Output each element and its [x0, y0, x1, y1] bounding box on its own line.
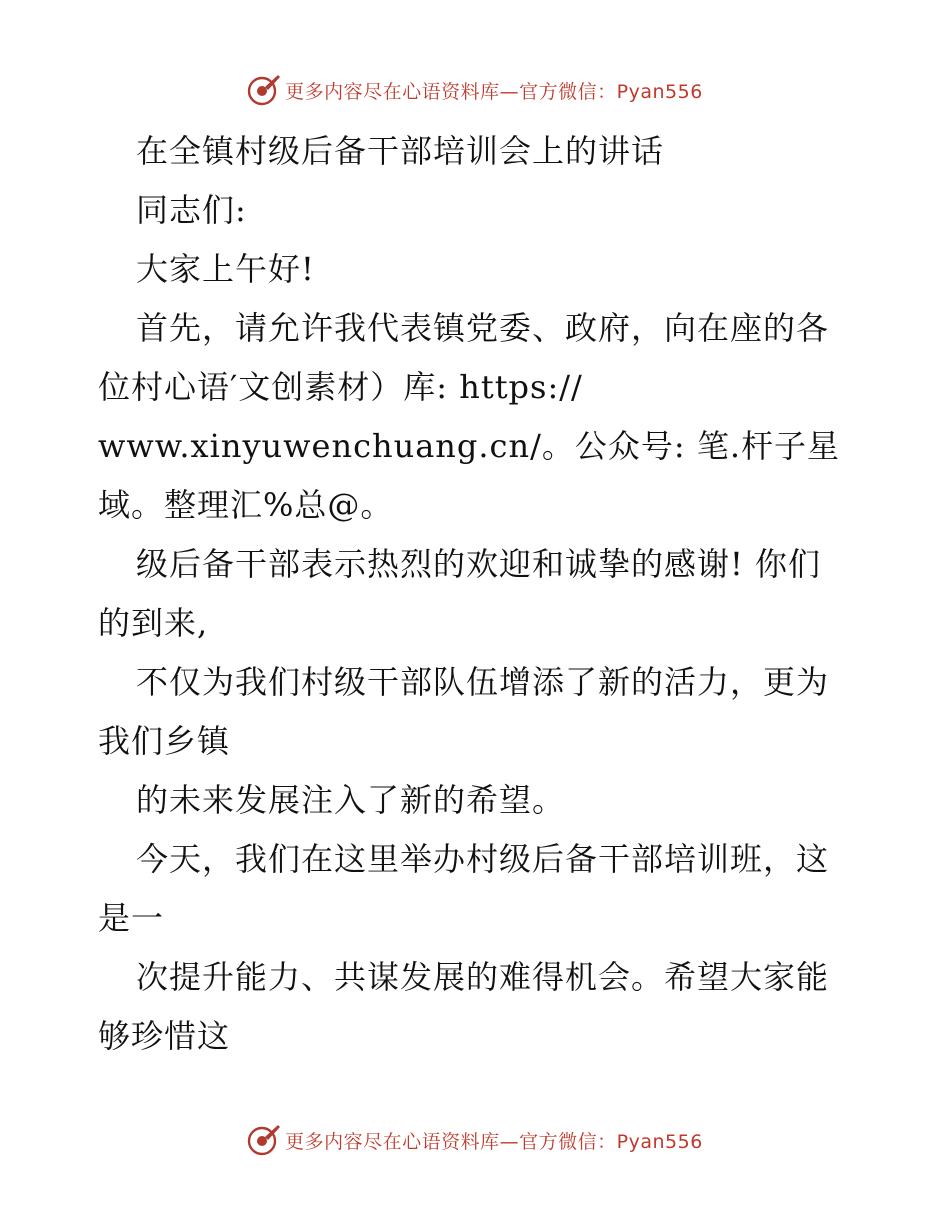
text-line: www.xinyuwenchuang.cn/。公众号: 笔.杆子星 — [98, 427, 840, 465]
text-line: 我们乡镇 — [98, 722, 231, 760]
text-line: 位村心语′文创素材）库: https:// — [98, 368, 583, 406]
text-line: 级后备干部表示热烈的欢迎和诚挚的感谢! 你们 — [136, 545, 822, 583]
text-line: 够珍惜这 — [98, 1017, 231, 1055]
footer-text: 更多内容尽在心语资料库—官方微信：Pyan556 — [285, 1130, 703, 1153]
text-line: 不仅为我们村级干部队伍增添了新的活力，更为 — [136, 663, 830, 701]
text-line: 同志们: — [136, 191, 247, 229]
header-watermark — [0, 70, 950, 110]
header-text: 更多内容尽在心语资料库—官方微信：Pyan556 — [285, 80, 703, 103]
pen-logo-icon — [247, 1123, 281, 1157]
text-line: 是一 — [98, 899, 165, 937]
text-line: 今天，我们在这里举办村级后备干部培训班，这 — [136, 840, 830, 878]
speech-title: 在全镇村级后备干部培训会上的讲话 — [136, 132, 665, 170]
text-line: 次提升能力、共谋发展的难得机会。希望大家能 — [136, 958, 830, 996]
footer-watermark — [0, 1120, 950, 1160]
text-line: 的到来, — [98, 604, 209, 642]
text-line: 的未来发展注入了新的希望。 — [136, 781, 566, 819]
text-line: 域。整理汇%总@。 — [98, 486, 394, 524]
pen-logo-icon — [247, 73, 281, 107]
text-line: 大家上午好! — [136, 250, 315, 288]
speech-body — [98, 122, 854, 1066]
text-line: 首先，请允许我代表镇党委、政府，向在座的各 — [136, 309, 830, 347]
